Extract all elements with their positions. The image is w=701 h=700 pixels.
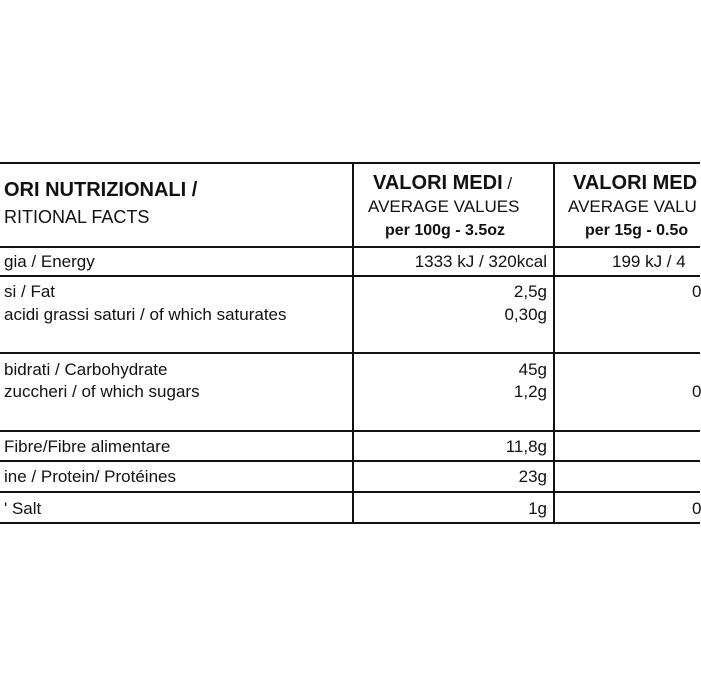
- protein-label: ine / Protein/ Protéines: [4, 467, 176, 486]
- header-col2-subtitle: AVERAGE VALUES: [368, 197, 520, 216]
- header-col2-portion: per 100g - 3.5oz: [385, 222, 506, 239]
- carb-value-100g: 45g: [518, 360, 547, 379]
- table-top-border: [0, 162, 700, 164]
- header-col3-portion: per 15g - 0.5o: [585, 222, 689, 239]
- protein-value-100g: 23g: [518, 467, 547, 486]
- row-divider-header: [0, 246, 700, 248]
- row-divider-fat: [0, 352, 700, 354]
- saturates-label: acidi grassi saturi / of which saturates: [4, 305, 287, 324]
- fibre-value-100g: 11,8g: [505, 437, 547, 456]
- fibre-label: Fibre/Fibre alimentare: [4, 437, 171, 456]
- header-col2-title: VALORI MEDI /: [373, 172, 513, 194]
- row-divider-energy: [0, 275, 700, 277]
- column-divider-2: [553, 162, 555, 524]
- salt-value-100g: 1g: [528, 499, 547, 518]
- fat-value-100g: 2,5g: [513, 282, 547, 301]
- energy-value-15g: 199 kJ / 4: [612, 252, 686, 271]
- sugars-value-100g: 1,2g: [513, 382, 547, 401]
- nutrition-table: [0, 162, 700, 524]
- row-divider-protein: [0, 491, 700, 493]
- table-bottom-border: [0, 522, 700, 524]
- header-col3-subtitle: AVERAGE VALU: [568, 197, 697, 216]
- row-divider-carb: [0, 430, 700, 432]
- salt-label: ' Salt: [4, 499, 42, 518]
- header-col3-title: VALORI MED: [573, 172, 698, 194]
- carb-label: bidrati / Carbohydrate: [4, 360, 168, 379]
- saturates-value-100g: 0,30g: [504, 305, 547, 324]
- fat-label: si / Fat: [4, 282, 56, 301]
- header-title-en: RITIONAL FACTS: [4, 207, 150, 227]
- energy-label: gia / Energy: [4, 252, 95, 271]
- column-divider-1: [352, 162, 354, 524]
- salt-value-15g: 0: [692, 499, 701, 518]
- energy-value-100g: 1333 kJ / 320kcal: [414, 252, 547, 271]
- row-divider-fibre: [0, 460, 700, 462]
- header-title-it: ORI NUTRIZIONALI /: [4, 179, 198, 201]
- fat-value-15g: 0: [692, 282, 701, 301]
- sugars-label: zuccheri / of which sugars: [4, 382, 200, 401]
- sugars-value-15g: 0: [692, 382, 701, 401]
